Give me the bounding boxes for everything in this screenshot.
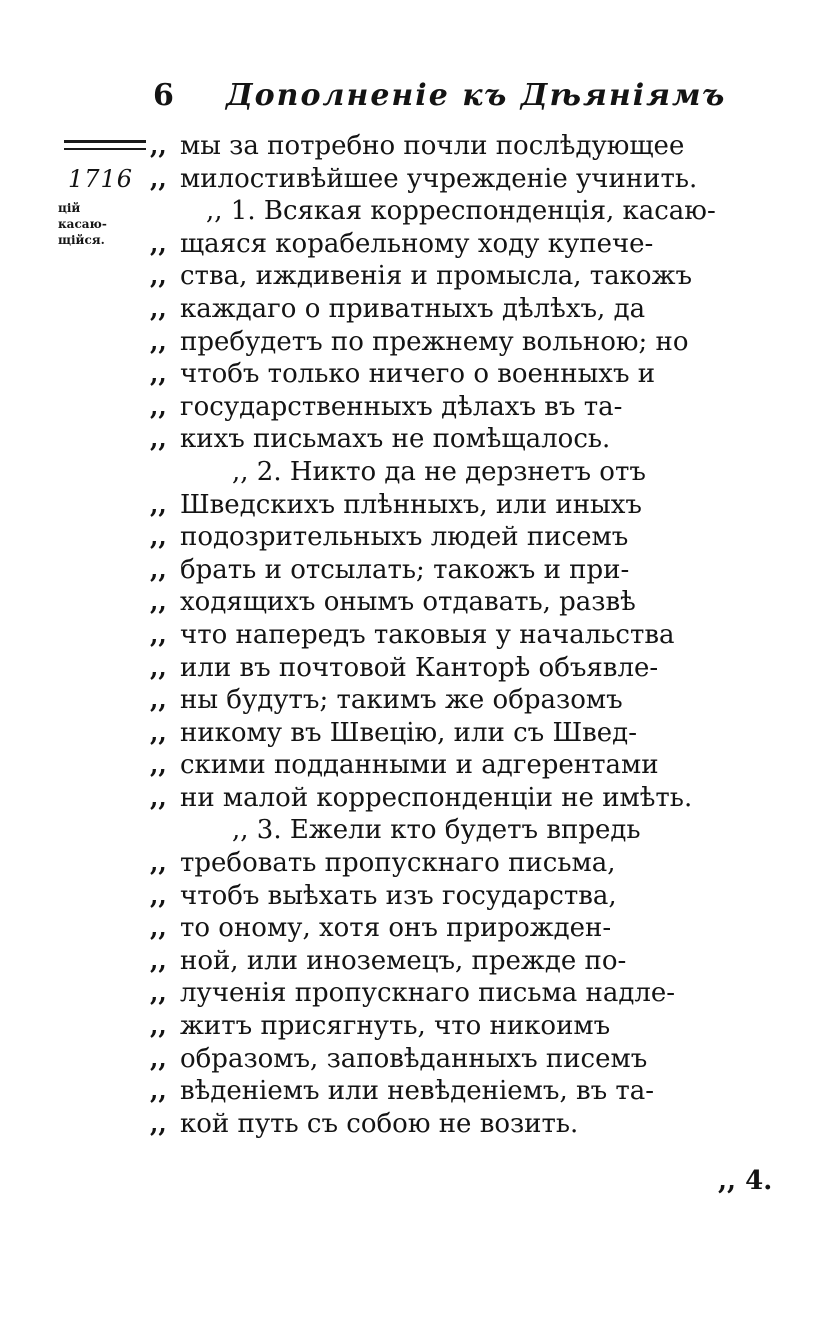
quote-mark: ,, xyxy=(150,880,167,910)
quote-mark: ,, xyxy=(150,619,167,649)
quote-mark: ,, xyxy=(150,978,167,1008)
text-line xyxy=(150,391,790,424)
quote-mark: ,, xyxy=(150,359,167,389)
line-text: что напередъ таковыя у начальства xyxy=(180,619,675,650)
line-text: милостивѣйшее учрежденіе учинить. xyxy=(180,163,698,194)
quote-mark: ,, xyxy=(150,848,167,878)
line-text: или въ почтовой Канторѣ объявле- xyxy=(180,652,659,683)
line-text: Шведскихъ плѣнныхъ, или иныхъ xyxy=(180,489,642,520)
line-text: ной, или иноземецъ, прежде по- xyxy=(180,945,627,976)
line-text: житъ присягнуть, что никоимъ xyxy=(180,1011,611,1042)
line-text: чтобъ только ничего о военныхъ и xyxy=(180,359,656,390)
quote-mark: ,, xyxy=(150,554,167,584)
line-text: мы за потребно почли послѣдующее xyxy=(180,131,685,161)
quote-mark: ,, xyxy=(150,293,167,323)
text-line xyxy=(150,358,790,391)
line-text: то оному, хотя онъ прирожден- xyxy=(180,913,612,944)
line-text: лученія пропускнаго письма надле- xyxy=(180,978,676,1009)
body-text xyxy=(150,130,790,1140)
text-line xyxy=(150,586,790,619)
margin-note-line: цій xyxy=(58,201,81,215)
text-line xyxy=(150,814,790,847)
line-text: ,, 2. Никто да не дерзнетъ отъ xyxy=(232,456,646,487)
margin-year: 1716 xyxy=(68,165,134,193)
quote-mark: ,, xyxy=(150,685,167,715)
page-number: 6 xyxy=(153,78,174,113)
catchword: ,, 4. xyxy=(718,1166,773,1196)
quote-mark: ,, xyxy=(150,131,167,160)
text-line xyxy=(150,130,790,163)
text-line xyxy=(150,1043,790,1076)
page-header xyxy=(150,78,790,118)
quote-mark: ,, xyxy=(150,587,167,617)
quote-mark: ,, xyxy=(150,750,167,780)
text-line xyxy=(150,456,790,489)
quote-mark: ,, xyxy=(150,1108,167,1138)
line-text: подозрительныхъ людей писемъ xyxy=(180,522,629,553)
text-line xyxy=(150,521,790,554)
quote-mark: ,, xyxy=(150,326,167,356)
text-line xyxy=(150,489,790,522)
line-text: государственныхъ дѣлахъ въ та- xyxy=(180,391,623,422)
text-line xyxy=(150,977,790,1010)
text-line xyxy=(150,228,790,261)
quote-mark: ,, xyxy=(150,522,167,552)
line-text: каждаго о приватныхъ дѣлѣхъ, да xyxy=(180,293,646,324)
quote-mark: ,, xyxy=(150,652,167,682)
line-text: пребудетъ по прежнему вольною; но xyxy=(180,326,689,357)
text-line xyxy=(150,782,790,815)
text-line xyxy=(150,1010,790,1043)
text-line xyxy=(150,717,790,750)
line-text: брать и отсылать; такожъ и при- xyxy=(180,554,630,585)
quote-mark: ,, xyxy=(150,717,167,747)
text-line xyxy=(150,260,790,293)
quote-mark: ,, xyxy=(150,489,167,519)
line-text: ходящихъ онымъ отдавать, развѣ xyxy=(180,587,636,618)
line-text: образомъ, заповѣданныхъ писемъ xyxy=(180,1043,648,1074)
line-text: требовать пропускнаго письма, xyxy=(180,848,616,879)
text-line xyxy=(150,945,790,978)
text-line xyxy=(150,195,790,228)
text-line xyxy=(150,1108,790,1141)
quote-mark: ,, xyxy=(150,391,167,421)
line-text: вѣденіемъ или невѣденіемъ, въ та- xyxy=(180,1076,655,1107)
quote-mark: ,, xyxy=(150,228,167,258)
text-line xyxy=(150,847,790,880)
line-text: чтобъ выѣхать изъ государства, xyxy=(180,880,617,911)
quote-mark: ,, xyxy=(150,1076,167,1106)
margin-note xyxy=(58,200,136,248)
line-text: ни малой корреспонденціи не имѣть. xyxy=(180,782,693,813)
text-line xyxy=(150,293,790,326)
line-text: кой путь съ собою не возить. xyxy=(180,1108,579,1139)
text-line xyxy=(150,880,790,913)
margin-rule xyxy=(64,140,146,150)
text-line xyxy=(150,749,790,782)
quote-mark: ,, xyxy=(150,1011,167,1041)
margin-note-line: касаю- xyxy=(58,217,107,231)
quote-mark: ,, xyxy=(150,1043,167,1073)
margin-note-line: щійся. xyxy=(58,233,105,247)
line-text: ства, иждивенія и промысла, такожъ xyxy=(180,261,693,292)
text-line xyxy=(150,423,790,456)
line-text: ,, 1. Всякая корреспонденція, касаю- xyxy=(206,196,716,227)
quote-mark: ,, xyxy=(150,163,167,193)
text-line xyxy=(150,619,790,652)
text-line xyxy=(150,554,790,587)
text-line xyxy=(150,1075,790,1108)
text-line xyxy=(150,163,790,196)
quote-mark: ,, xyxy=(150,261,167,291)
line-text: ны будутъ; такимъ же образомъ xyxy=(180,685,623,716)
quote-mark: ,, xyxy=(150,945,167,975)
text-line xyxy=(150,326,790,359)
text-line xyxy=(150,684,790,717)
text-line xyxy=(150,912,790,945)
line-text: никому въ Швецію, или съ Швед- xyxy=(180,717,637,748)
line-text: ,, 3. Ежели кто будетъ впредь xyxy=(232,815,641,846)
line-text: щаяся корабельному ходу купече- xyxy=(180,228,654,259)
line-text: скими подданными и адгерентами xyxy=(180,750,659,781)
line-text: кихъ письмахъ не помѣщалось. xyxy=(180,424,611,455)
quote-mark: ,, xyxy=(150,913,167,943)
quote-mark: ,, xyxy=(150,782,167,812)
text-line xyxy=(150,652,790,685)
running-title: Дополненіе къ Дѣяніямъ xyxy=(226,78,727,113)
quote-mark: ,, xyxy=(150,424,167,454)
